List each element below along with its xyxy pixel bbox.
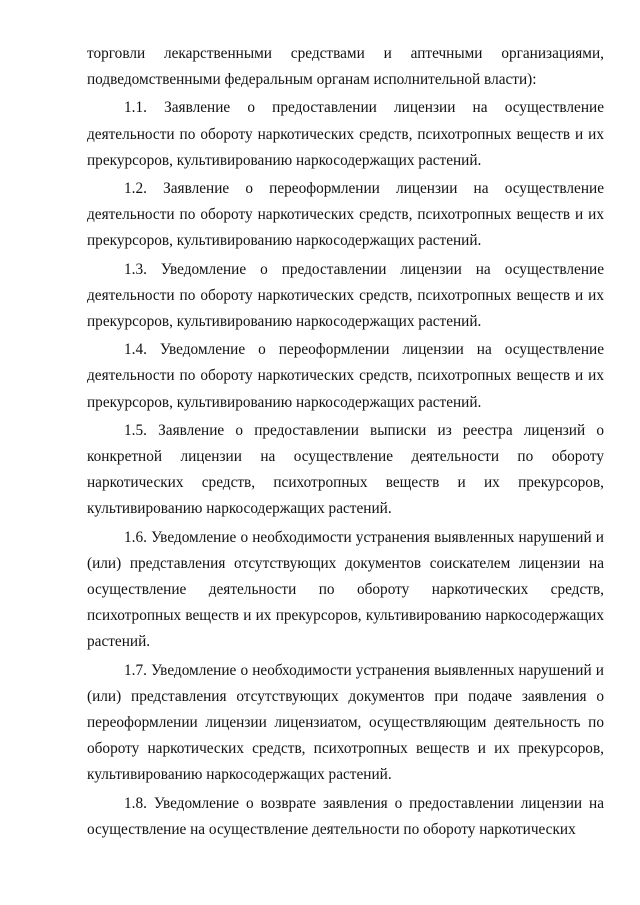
list-item-1-2: 1.2. Заявление о переоформлении лицензии на осуществление деятельности по обороту наркотических средств, психотропных веществ и их прекурсоров, культивированию наркосодержащих растений. bbox=[87, 180, 604, 250]
list-item-1-6: 1.6. Уведомление о необходимости устранения выявленных нарушений и (или) представления отсутствующих документов соискателем лицензии на осуществление деятельности по обороту наркотических средств, психотропных веществ и их прекурсоров, культивированию наркосодержащих растений. bbox=[87, 528, 604, 651]
list-item-1-8: 1.8. Уведомление о возврате заявления о предоставлении лицензии на осуществление на осуществление деятельности по обороту наркотических bbox=[87, 794, 604, 838]
list-item-1-4: 1.4. Уведомление о переоформлении лицензии на осуществление деятельности по обороту наркотических средств, психотропных веществ и их прекурсоров, культивированию наркосодержащих растений. bbox=[87, 341, 604, 411]
list-item-1-5: 1.5. Заявление о предоставлении выписки из реестра лицензий о конкретной лицензии на осуществление деятельности по обороту наркотических средств, психотропных веществ и их прекурсоров, культивированию наркосодержащих растений. bbox=[87, 421, 604, 518]
list-item-1-7: 1.7. Уведомление о необходимости устранения выявленных нарушений и (или) представления отсутствующих документов при подаче заявления о переоформлении лицензии лицензиатом, осуществляющим деятельность по обороту наркотических средств, психотропных веществ и их прекурсоров, культивированию наркосодержащих растений. bbox=[87, 661, 604, 784]
list-item-1-1: 1.1. Заявление о предоставлении лицензии на осуществление деятельности по обороту наркотических средств, психотропных веществ и их прекурсоров, культивированию наркосодержащих растений. bbox=[87, 99, 604, 169]
list-item-1-3: 1.3. Уведомление о предоставлении лицензии на осуществление деятельности по обороту наркотических средств, психотропных веществ и их прекурсоров, культивированию наркосодержащих растений. bbox=[87, 260, 604, 331]
intro-paragraph: торговли лекарственными средствами и аптечными организациями, подведомственными федеральным органам исполнительной власти): bbox=[87, 45, 604, 89]
document-page bbox=[87, 41, 604, 843]
